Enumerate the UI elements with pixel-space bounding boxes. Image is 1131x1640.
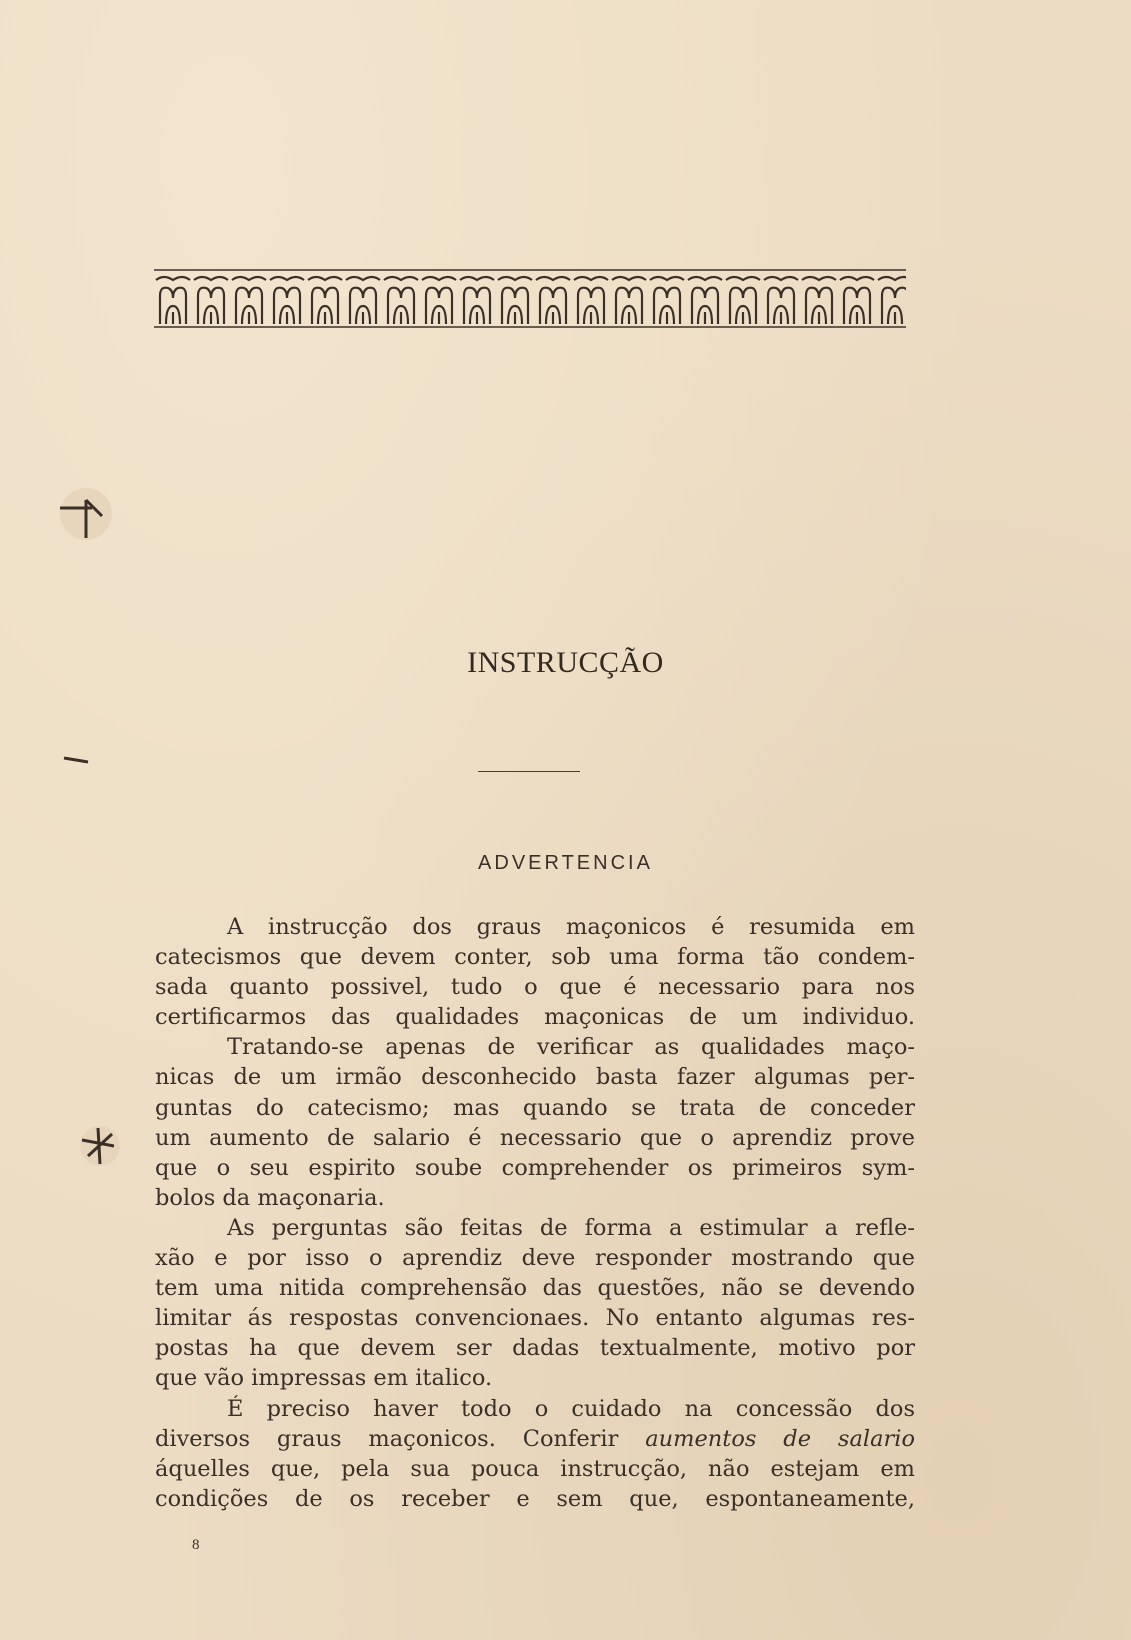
ornament-motif: [498, 277, 532, 324]
decorative-border-ornament: [154, 266, 906, 330]
text-line: A instrucção dos graus maçonicos é resumida em: [227, 914, 915, 940]
text-line: que o seu espirito soube comprehender os primeiros sym-: [155, 1154, 915, 1181]
ornament-motif: [422, 277, 456, 324]
ornament-motif: [726, 277, 760, 324]
text-line: limitar ás respostas convencionaes. No entanto algumas res-: [155, 1305, 915, 1332]
ornament-motif: [612, 277, 646, 324]
ornament-motif: [384, 277, 418, 324]
page-number: 8: [192, 1537, 200, 1553]
ornament-motif: [232, 277, 266, 324]
ornament-motif: [194, 277, 228, 324]
text-line: tem uma nitida comprehensão das questões, não se devendo: [155, 1275, 915, 1302]
ornament-motif: [346, 277, 380, 324]
chapter-title: INSTRUCÇÃO: [467, 646, 664, 679]
text-line: áquelles que, pela sua pouca instrucção, não estejam em: [155, 1455, 915, 1482]
ornament-motif: [878, 277, 906, 324]
text-line: condições de os receber e sem que, espontaneamente,: [155, 1485, 915, 1512]
title-divider: [478, 771, 580, 772]
ornament-motif: [802, 277, 836, 324]
text-line: [155, 1424, 915, 1454]
text-line: Tratando-se apenas de verificar as qualidades maço-: [227, 1034, 915, 1061]
binding-hole-mark: [52, 480, 122, 550]
ornament-motif: [688, 277, 722, 324]
binding-hole-mark: [74, 1120, 124, 1170]
body-text: [155, 912, 915, 1514]
italic-phrase: aumentos de salario: [645, 1425, 915, 1452]
ornament-motif: [270, 277, 304, 324]
binding-mark: [62, 752, 92, 766]
ornament-motif: [536, 277, 570, 324]
ornament-motif: [460, 277, 494, 324]
text-line: nicas de um irmão desconhecido basta fazer algumas per-: [155, 1064, 915, 1091]
text-line: que vão impressas em italico.: [155, 1365, 493, 1392]
ornament-motif: [156, 277, 190, 324]
text-line: xão e por isso o aprendiz deve responder mostrando que: [155, 1245, 915, 1272]
section-heading: ADVERTENCIA: [478, 852, 653, 874]
text-segment: diversos graus maçonicos. Conferir: [155, 1425, 646, 1452]
ornament-motif: [574, 277, 608, 324]
text-line: certificarmos das qualidades maçonicas de um individuo.: [155, 1004, 915, 1031]
text-line: As perguntas são feitas de forma a estimular a refle-: [227, 1214, 915, 1241]
ornament-motif: [308, 277, 342, 324]
text-line: postas ha que devem ser dadas textualmente, motivo por: [155, 1335, 915, 1362]
text-line: catecismos que devem conter, sob uma forma tão condem-: [155, 944, 915, 971]
text-line: sada quanto possivel, tudo o que é necessario para nos: [155, 974, 915, 1001]
text-line: É preciso haver todo o cuidado na concessão dos: [227, 1395, 915, 1422]
text-line: guntas do catecismo; mas quando se trata de conceder: [155, 1094, 915, 1121]
ornament-motif: [764, 277, 798, 324]
text-line: bolos da maçonaria.: [155, 1184, 385, 1211]
ornament-motif: [840, 277, 874, 324]
ornament-motif: [650, 277, 684, 324]
text-line: um aumento de salario é necessario que o aprendiz prove: [155, 1124, 915, 1151]
